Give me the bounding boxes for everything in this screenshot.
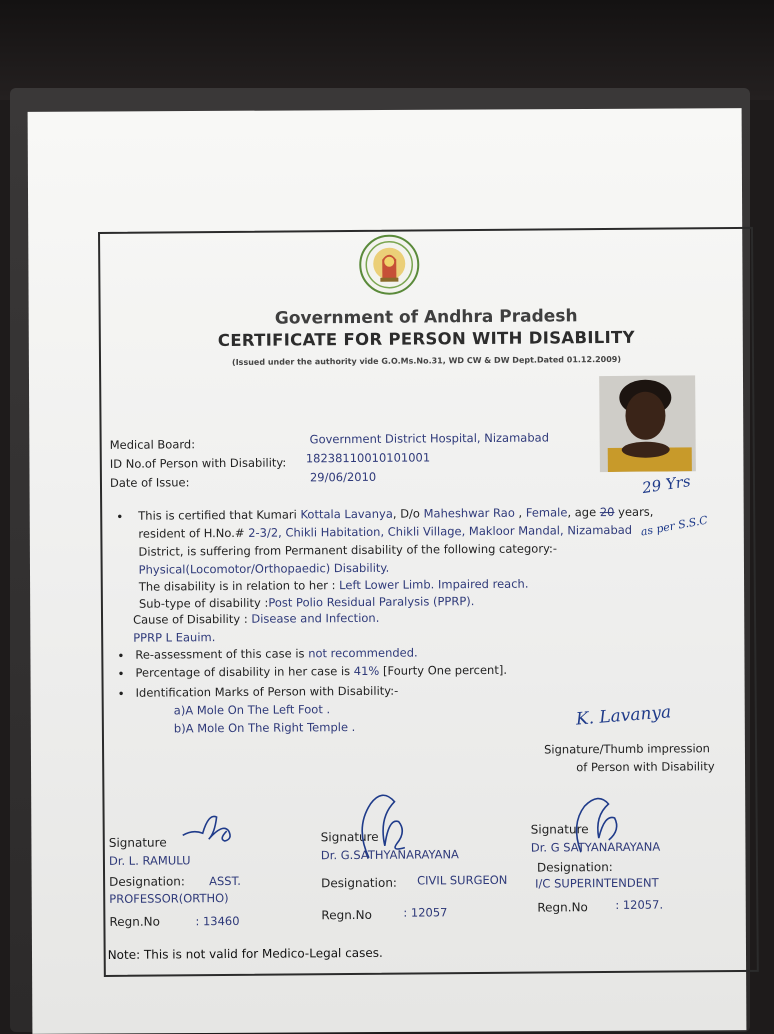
reassessment-line: Re-assessment of this case is not recommended. — [135, 645, 418, 662]
medical-board-value: Government District Hospital, Nizamabad — [309, 430, 550, 447]
certificate-title: CERTIFICATE FOR PERSON WITH DISABILITY — [217, 327, 635, 351]
thumb-label-1: Signature/Thumb impression — [544, 741, 711, 757]
cert-line-3: District, is suffering from Permanent disability of the following category:- — [138, 541, 558, 559]
id-value: 18238110010101001 — [305, 450, 431, 466]
cert-line-2: resident of H.No.# 2-3/2, Chikli Habitation, Chikli Village, Makloor Mandal, Nizamabad — [138, 522, 633, 541]
date-label: Date of Issue: — [109, 475, 190, 490]
cert-line-1: This is certified that Kumari Kottala Lavanya, D/o Maheshwar Rao , Female, age 20 years, — [138, 504, 654, 523]
signatory-2-designation: CIVIL SURGEON — [417, 872, 508, 888]
dark-background — [0, 0, 774, 100]
cause-line: Cause of Disability : Disease and Infection. — [132, 610, 380, 627]
id-label: ID No.of Person with Disability: — [109, 455, 287, 471]
mark-a: a)A Mole On The Left Foot . — [173, 702, 331, 718]
cert-line-5: The disability is in relation to her : Left Lower Limb. Impaired reach. — [138, 576, 529, 594]
bullet-1: • — [116, 509, 124, 524]
signatory-2-regn-label: Regn.No — [321, 907, 372, 923]
signatory-2-designation-label: Designation: — [321, 875, 398, 891]
signatory-1-signature-label: Signature — [108, 835, 167, 850]
bullet-4: • — [117, 686, 125, 701]
cause-line-2: PPRP L Eauim. — [133, 630, 216, 645]
signatory-1-designation-label: Designation: — [109, 874, 185, 889]
signatory-2-signature-label: Signature — [320, 829, 379, 845]
bullet-2: • — [117, 648, 125, 663]
signatory-3-name: Dr. G SATYANARAYANA — [530, 839, 661, 855]
signatory-3-signature-label: Signature — [530, 822, 589, 837]
signatory-1-signature-mark — [179, 809, 249, 850]
person-signature: K. Lavanya — [575, 702, 672, 730]
marks-label: Identification Marks of Person with Disability:- — [135, 683, 399, 700]
date-value: 29/06/2010 — [309, 469, 377, 485]
handwritten-note: as per S.S.C — [639, 513, 709, 539]
signatory-2-regn: : 12057 — [403, 905, 448, 920]
validity-note: Note: This is not valid for Medico-Legal cases. — [107, 945, 383, 962]
signatory-1-regn-label: Regn.No — [109, 914, 161, 929]
signatory-1-name: Dr. L. RAMULU — [108, 853, 191, 868]
handwritten-age: 29 Yrs — [640, 472, 692, 498]
thumb-label-2: of Person with Disability — [576, 759, 715, 775]
signatory-1-regn: : 13460 — [195, 913, 240, 929]
bullet-3: • — [117, 666, 125, 681]
mark-b: b)A Mole On The Right Temple . — [173, 719, 356, 736]
person-photo — [599, 375, 696, 472]
ap-government-seal-icon — [358, 233, 420, 295]
cert-line-6: Sub-type of disability :Post Polio Residual Paralysis (PPRP). — [138, 594, 475, 611]
certificate-frame — [98, 227, 759, 977]
signatory-3-regn: : 12057. — [615, 897, 664, 912]
signatory-3-regn-label: Regn.No — [537, 900, 588, 915]
percentage-line: Percentage of disability in her case is 41% [Fourty One percent]. — [135, 662, 508, 680]
cert-line-4: Physical(Locomotor/Orthopaedic) Disability. — [138, 560, 390, 577]
signatory-3-designation: I/C SUPERINTENDENT — [535, 875, 659, 891]
medical-board-label: Medical Board: — [109, 437, 196, 452]
government-heading: Government of Andhra Pradesh — [274, 306, 578, 329]
signatory-2-name: Dr. G.SATHYANARAYANA — [320, 847, 459, 863]
signatory-1-designation: ASST. — [209, 873, 241, 889]
signatory-3-designation-label: Designation: — [536, 859, 613, 875]
authority-line: (Issued under the authority vide G.O.Ms.No.31, WD CW & DW Dept.Dated 01.12.2009) — [231, 354, 622, 367]
signatory-1-designation-2: PROFESSOR(ORTHO) — [109, 890, 229, 906]
